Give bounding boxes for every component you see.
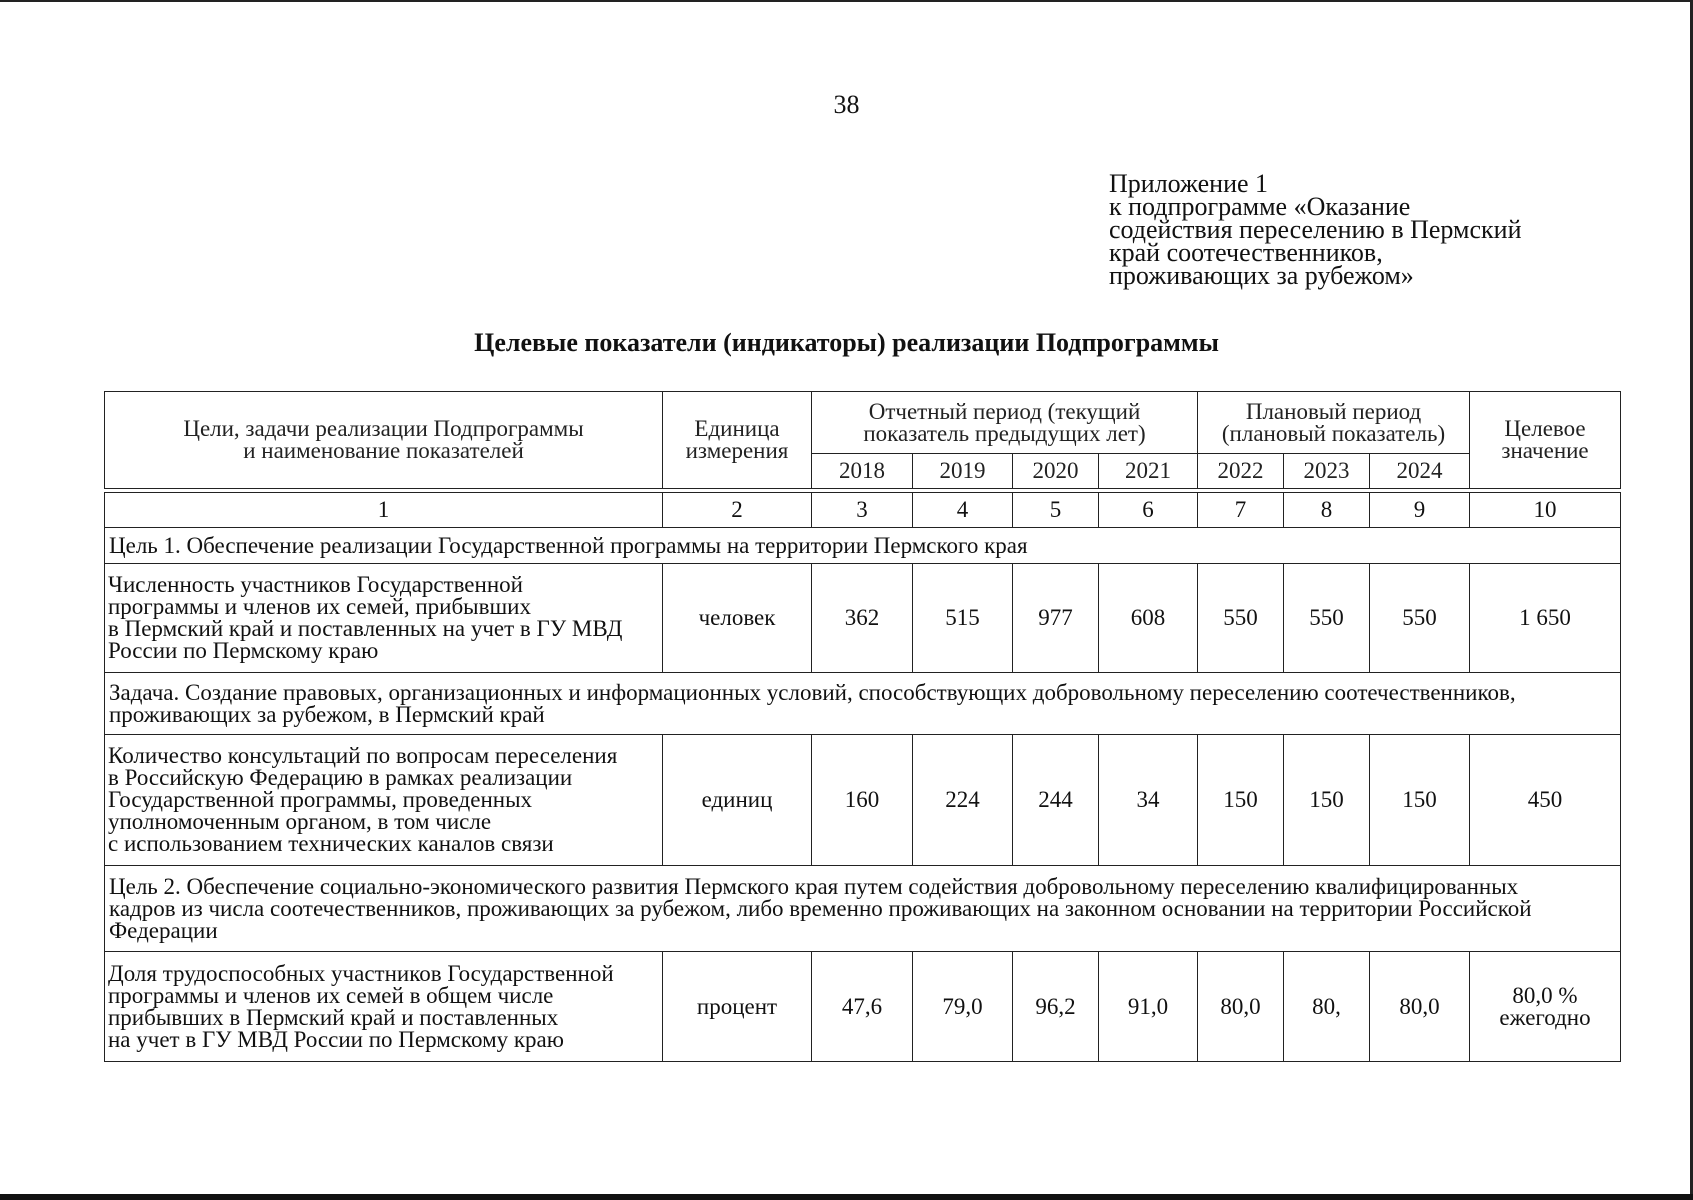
goal-2-line: кадров из числа соотечественников, проживающих за рубежом, либо временно проживающих на законном основании на территории Российской	[109, 895, 1532, 921]
goal-1-text: Цель 1. Обеспечение реализации Государственной программы на территории Пермского края	[105, 528, 1621, 564]
header-reporting-line: Отчетный период (текущий	[868, 398, 1141, 424]
indicator-2-value-2021: 34	[1099, 735, 1198, 866]
header-unit-line: Единица	[694, 416, 780, 441]
column-number: 5	[1013, 493, 1099, 528]
indicator-name-line: в Пермский край и поставленных на учет в ГУ МВД	[108, 616, 623, 641]
indicator-2-row	[105, 735, 1621, 866]
header-target-line: значение	[1501, 438, 1589, 463]
header-unit-line: измерения	[685, 438, 789, 463]
column-numbers-row	[105, 493, 1621, 528]
indicator-name-line: Государственной программы, проведенных	[108, 787, 533, 812]
header-target-line: Целевое	[1504, 416, 1586, 441]
indicator-1-value-2018: 362	[812, 564, 913, 673]
column-number: 1	[105, 493, 663, 528]
header-reporting-line: показатель предыдущих лет)	[863, 420, 1146, 446]
appendix-line: Приложение 1	[1109, 169, 1269, 198]
indicator-name-line: программы и членов их семей, прибывших	[108, 594, 531, 619]
column-number: 3	[812, 493, 913, 528]
indicator-2-value-2022: 150	[1198, 735, 1284, 866]
appendix-line: к подпрограмме «Оказание	[1109, 192, 1411, 221]
indicator-3-target-value: 80,0 %	[1512, 982, 1578, 1008]
task-text	[105, 673, 1621, 735]
indicator-1-unit: человек	[663, 564, 812, 673]
indicator-1-target: 1 650	[1470, 564, 1621, 673]
indicator-1-value-2020: 977	[1013, 564, 1099, 673]
goal-2-row	[105, 866, 1621, 952]
indicator-3-value-2024: 80,0	[1370, 952, 1470, 1062]
indicator-3-value-2018: 47,6	[812, 952, 913, 1062]
header-reporting-period	[812, 392, 1198, 454]
indicator-3-value-2022: 80,0	[1198, 952, 1284, 1062]
year-2024: 2024	[1370, 454, 1470, 489]
header-unit-cell	[663, 392, 812, 489]
year-2018: 2018	[812, 454, 913, 489]
indicator-3-value-2020: 96,2	[1013, 952, 1099, 1062]
indicator-1-value-2021: 608	[1099, 564, 1198, 673]
column-number: 2	[663, 493, 812, 528]
column-number: 10	[1470, 493, 1621, 528]
indicator-3-row	[105, 952, 1621, 1062]
page-number: 38	[833, 90, 860, 119]
indicator-name-line: с использованием технических каналов связи	[108, 831, 554, 856]
indicator-name-line: Количество консультаций по вопросам переселения	[108, 743, 618, 768]
appendix-line: содействия переселению в Пермский	[1109, 215, 1522, 244]
year-2021: 2021	[1099, 454, 1198, 489]
indicator-1-value-2024: 550	[1370, 564, 1470, 673]
indicator-name-line: в Российскую Федерацию в рамках реализации	[108, 765, 573, 790]
appendix-block	[1109, 169, 1522, 290]
indicator-1-name	[105, 564, 663, 673]
indicator-name-line: России по Пермскому краю	[108, 638, 379, 663]
year-2023: 2023	[1284, 454, 1370, 489]
indicator-2-value-2020: 244	[1013, 735, 1099, 866]
appendix-line: край соотечественников,	[1109, 238, 1383, 267]
scan-edge-top	[0, 0, 1693, 2]
appendix-line: проживающих за рубежом»	[1109, 261, 1414, 290]
goal-1-row	[105, 528, 1621, 564]
indicator-name-line: Численность участников Государственной	[108, 572, 523, 597]
goal-2-text	[105, 866, 1621, 952]
header-row-top	[105, 392, 1621, 454]
header-planned-period	[1198, 392, 1470, 454]
goal-2-line: Федерации	[109, 917, 218, 943]
header-goals-cell	[105, 392, 663, 489]
indicator-1-value-2022: 550	[1198, 564, 1284, 673]
indicator-3-name	[105, 952, 663, 1062]
indicator-3-target	[1470, 952, 1621, 1062]
indicator-name-line: программы и членов их семей в общем числе	[108, 982, 554, 1008]
task-line: проживающих за рубежом, в Пермский край	[109, 701, 545, 727]
indicator-name-line: уполномоченным органом, в том числе	[108, 809, 492, 834]
indicators-table	[104, 391, 1621, 1062]
header-planned-line: Плановый период	[1245, 398, 1422, 424]
scan-edge-bottom	[0, 1194, 1693, 1200]
task-row	[105, 673, 1621, 735]
indicator-3-target-note: ежегодно	[1499, 1004, 1591, 1030]
header-goals-line: Цели, задачи реализации Подпрограммы	[183, 416, 584, 441]
indicator-2-target: 450	[1470, 735, 1621, 866]
column-number: 6	[1099, 493, 1198, 528]
document-title: Целевые показатели (индикаторы) реализации Подпрограммы	[474, 328, 1219, 357]
task-line: Задача. Создание правовых, организационных и информационных условий, способствующих добровольному переселению соотечественников,	[109, 679, 1516, 705]
header-target-cell	[1470, 392, 1621, 489]
header-planned-line: (плановый показатель)	[1221, 420, 1446, 446]
indicator-2-value-2023: 150	[1284, 735, 1370, 866]
column-number: 7	[1198, 493, 1284, 528]
indicator-2-name	[105, 735, 663, 866]
column-number: 4	[913, 493, 1013, 528]
indicator-3-value-2019: 79,0	[913, 952, 1013, 1062]
indicator-name-line: Доля трудоспособных участников Государственной	[108, 960, 614, 986]
indicator-2-value-2019: 224	[913, 735, 1013, 866]
indicator-2-unit: единиц	[663, 735, 812, 866]
indicator-3-value-2021: 91,0	[1099, 952, 1198, 1062]
indicator-1-value-2023: 550	[1284, 564, 1370, 673]
column-number: 8	[1284, 493, 1370, 528]
indicator-2-value-2018: 160	[812, 735, 913, 866]
goal-2-line: Цель 2. Обеспечение социально-экономического развития Пермского края путем содействия добровольному переселению квалифицированных	[109, 873, 1519, 899]
year-2020: 2020	[1013, 454, 1099, 489]
header-goals-line: и наименование показателей	[243, 438, 524, 463]
indicator-1-value-2019: 515	[913, 564, 1013, 673]
indicator-name-line: на учет в ГУ МВД России по Пермскому краю	[108, 1026, 564, 1052]
indicator-3-value-2023: 80,	[1284, 952, 1370, 1062]
year-2019: 2019	[913, 454, 1013, 489]
indicator-name-line: прибывших в Пермский край и поставленных	[108, 1004, 559, 1030]
indicator-2-value-2024: 150	[1370, 735, 1470, 866]
indicator-1-row	[105, 564, 1621, 673]
column-number: 9	[1370, 493, 1470, 528]
indicator-3-unit: процент	[663, 952, 812, 1062]
year-2022: 2022	[1198, 454, 1284, 489]
